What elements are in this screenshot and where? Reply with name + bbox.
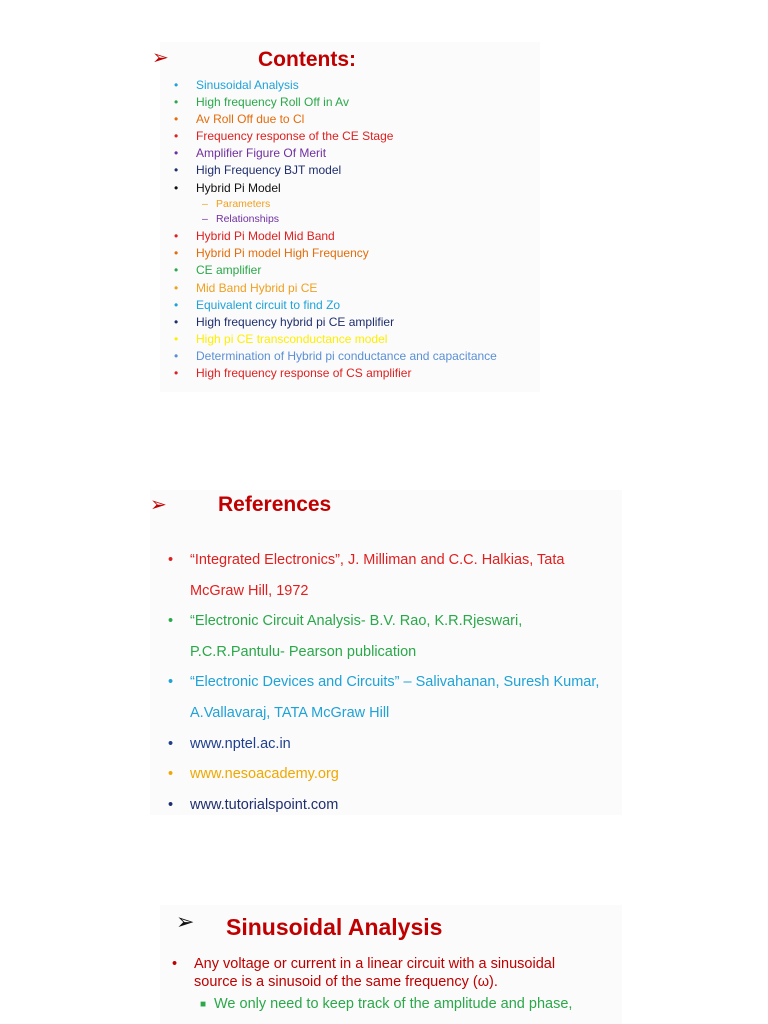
- list-item: [174, 314, 497, 331]
- list-item-text: Hybrid Pi model High Frequency: [196, 246, 369, 261]
- bullet-icon: •: [174, 78, 179, 92]
- sub-bullet-icon: –: [202, 213, 208, 226]
- list-item: [168, 790, 599, 821]
- sinusoidal-title: Sinusoidal Analysis: [226, 914, 443, 940]
- list-item: [174, 162, 497, 179]
- list-item-text: “Integrated Electronics”, J. Milliman and C.C. Halkias, Tata: [190, 552, 565, 568]
- bullet-icon: •: [174, 348, 179, 363]
- list-item-text: High Frequency BJT model: [196, 163, 342, 178]
- list-item: [168, 698, 599, 729]
- list-item: [174, 77, 497, 94]
- sub-bullet-icon: –: [202, 197, 208, 210]
- bullet-icon: •: [174, 180, 179, 195]
- bullet-icon: •: [172, 956, 178, 972]
- bullet-icon: •: [168, 796, 174, 813]
- sub-bullet-icon: ■: [200, 999, 207, 1010]
- list-item-text: Any voltage or current in a linear circuit with a sinusoidal: [194, 956, 556, 972]
- bullet-icon: •: [168, 735, 174, 752]
- arrow-bullet-icon: ➢: [152, 47, 169, 69]
- list-item-text: “Electronic Circuit Analysis- B.V. Rao, K.R.Rjeswari,: [190, 613, 523, 630]
- list-item-text: High frequency Roll Off in Av: [196, 95, 349, 110]
- list-item: [168, 667, 599, 698]
- contents-slide: [152, 42, 540, 392]
- contents-list: [174, 77, 497, 382]
- list-item-text: www.tutorialspoint.com: [190, 796, 339, 813]
- list-item-text: www.nptel.ac.in: [190, 735, 291, 752]
- sinusoidal-slide: [160, 905, 622, 1024]
- list-item: [174, 212, 497, 228]
- list-item-text: Frequency response of the CE Stage: [196, 129, 394, 144]
- list-item: [172, 973, 572, 991]
- list-item-text: Sinusoidal Analysis: [196, 78, 299, 92]
- bullet-icon: •: [174, 129, 179, 144]
- list-item: [168, 545, 599, 576]
- list-item: [168, 759, 599, 790]
- list-item: [174, 145, 497, 162]
- bullet-icon: •: [174, 229, 179, 244]
- list-item-text: A.Vallavaraj, TATA McGraw Hill: [190, 704, 390, 721]
- list-item: [174, 111, 497, 128]
- list-item-text: Av Roll Off due to Cl: [196, 112, 305, 127]
- list-item: [168, 729, 599, 760]
- list-item: [174, 331, 497, 348]
- list-item-text: www.nesoacademy.org: [190, 766, 339, 783]
- list-item: [168, 576, 599, 607]
- list-item: [174, 128, 497, 145]
- references-title: References: [218, 493, 332, 516]
- bullet-icon: •: [168, 613, 174, 630]
- list-item-text: High pi CE transconductance model: [196, 331, 388, 346]
- bullet-icon: •: [174, 95, 179, 110]
- list-item: [168, 606, 599, 637]
- bullet-icon: •: [174, 263, 179, 278]
- list-item-text: Amplifier Figure Of Merit: [196, 146, 327, 161]
- list-item-text: Hybrid Pi Model Mid Band: [196, 229, 335, 244]
- arrow-bullet-icon: ➢: [176, 909, 195, 934]
- list-item-text: Parameters: [216, 197, 271, 210]
- references-slide: [150, 490, 622, 815]
- references-list: [168, 545, 599, 820]
- list-item: [174, 245, 497, 262]
- bullet-icon: •: [174, 366, 179, 380]
- list-item-text: Relationships: [216, 213, 280, 226]
- list-item-text: Mid Band Hybrid pi CE: [196, 280, 318, 295]
- list-item-text: McGraw Hill, 1972: [190, 582, 309, 599]
- contents-title: Contents:: [258, 48, 356, 71]
- bullet-icon: •: [174, 146, 179, 161]
- bullet-icon: •: [174, 163, 179, 178]
- list-item-text: High frequency response of CS amplifier: [196, 366, 412, 380]
- list-item: [174, 94, 497, 111]
- list-item-text: Hybrid Pi Model: [196, 180, 281, 195]
- bullet-icon: •: [168, 552, 174, 568]
- bullet-icon: •: [168, 674, 174, 691]
- bullet-icon: •: [174, 331, 179, 346]
- list-item-text: Determination of Hybrid pi conductance and capacitance: [196, 348, 497, 363]
- bullet-icon: •: [174, 246, 179, 261]
- list-item: [174, 197, 497, 213]
- list-item-text: High frequency hybrid pi CE amplifier: [196, 314, 395, 329]
- list-item: [174, 262, 497, 279]
- list-item: [172, 955, 572, 973]
- list-item: [174, 280, 497, 297]
- sinusoidal-list: [172, 955, 572, 1013]
- list-item: [174, 297, 497, 314]
- list-item-text: We only need to keep track of the amplitude and phase,: [214, 996, 573, 1012]
- list-item: [172, 995, 572, 1013]
- list-item: [174, 365, 497, 382]
- list-item: [174, 180, 497, 197]
- list-item-text: P.C.R.Pantulu- Pearson publication: [190, 643, 417, 660]
- bullet-icon: •: [174, 314, 179, 329]
- bullet-icon: •: [174, 280, 179, 295]
- list-item: [174, 348, 497, 365]
- list-item-text: “Electronic Devices and Circuits” – Salivahanan, Suresh Kumar,: [190, 674, 600, 691]
- list-item: [168, 637, 599, 668]
- arrow-bullet-icon: ➢: [150, 494, 167, 516]
- list-item-text: Equivalent circuit to find Zo: [196, 297, 341, 312]
- bullet-icon: •: [168, 766, 174, 783]
- list-item: [174, 228, 497, 245]
- bullet-icon: •: [174, 297, 179, 312]
- list-item-text: source is a sinusoid of the same frequency (ω).: [194, 974, 498, 990]
- bullet-icon: •: [174, 112, 179, 127]
- list-item-text: CE amplifier: [196, 263, 262, 278]
